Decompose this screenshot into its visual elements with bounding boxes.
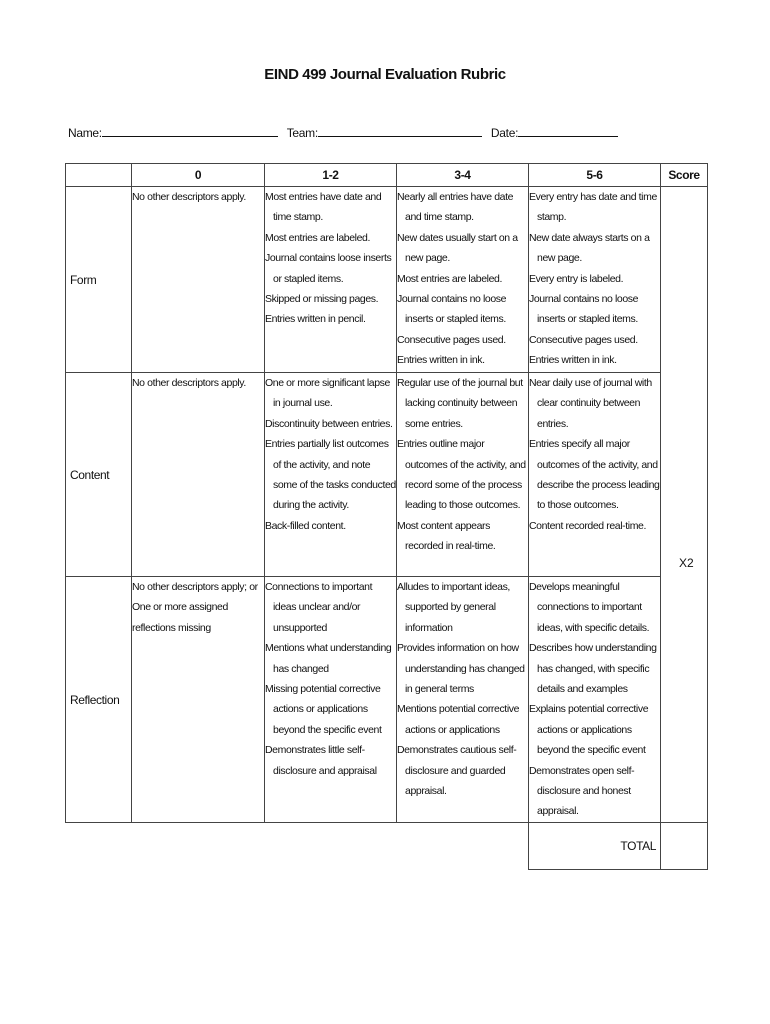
header-5-6: 5-6 [529,164,661,187]
name-label: Name: [68,126,102,140]
descriptor: Journal contains loose inserts or stapled items. [265,252,392,285]
descriptor: Consecutive pages used. [529,333,638,346]
header-fields [68,124,624,140]
descriptor: Near daily use of journal with clear continuity between entries. [529,377,652,430]
descriptor: Most content appears recorded in real-time. [397,519,496,553]
descriptor: Demonstrates cautious self-disclosure and guarded appraisal. [397,744,517,798]
descriptor: Alludes to important ideas, supported by general information [397,581,510,634]
reflection-c34 [397,577,529,823]
reflection-c56 [529,577,661,823]
row-label-form: Form [66,187,132,373]
descriptor: Content recorded real-time. [529,519,647,532]
team-blank [318,124,482,137]
page-title: EIND 499 Journal Evaluation Rubric [264,66,506,83]
descriptor: Mentions what understanding has changed [265,642,392,675]
descriptor: Most entries have date and time stamp. [265,191,382,224]
descriptor: Regular use of the journal but lacking continuity between some entries. [397,377,523,430]
total-label: TOTAL [529,823,661,870]
content-c0 [132,373,265,577]
descriptor: Entries specify all major outcomes of the activity, and describe the process leading to those outcomes. [529,438,660,512]
descriptor: New dates usually start on a new page. [397,231,518,265]
descriptor: Entries written in ink. [397,354,485,367]
descriptor: Demonstrates open self-disclosure and honest appraisal. [529,764,635,818]
row-form [66,187,708,373]
descriptor: Most entries are labeled. [397,272,502,285]
form-c56 [529,187,661,373]
row-label-content: Content [66,373,132,577]
descriptor: Entries outline major outcomes of the activity, and record some of the process leading to those outcomes. [397,438,526,512]
descriptor: Most entries are labeled. [265,231,370,244]
descriptor: Skipped or missing pages. [265,293,379,306]
total-score-cell [661,823,708,870]
descriptor: Connections to important ideas unclear and/or unsupported [265,581,373,634]
team-label: Team: [286,126,318,140]
score-cell [661,187,708,823]
descriptor: Describes how understanding has changed, with specific details and examples [529,642,657,696]
descriptor: Mentions potential corrective actions or applications [397,703,520,736]
total-spacer [66,823,529,870]
header-score: Score [661,164,708,187]
descriptor: No other descriptors apply. [132,377,246,389]
header-empty [66,164,132,187]
descriptor: Journal contains no loose inserts or stapled items. [397,293,507,326]
header-3-4: 3-4 [397,164,529,187]
form-c0 [132,187,265,373]
descriptor: Explains potential corrective actions or applications beyond the specific event [529,703,649,757]
descriptor: Every entry has date and time stamp. [529,191,657,224]
descriptor: Back-filled content. [265,519,346,532]
header-1-2: 1-2 [265,164,397,187]
descriptor: Demonstrates little self-disclosure and appraisal [265,744,377,777]
descriptor: Entries partially list outcomes of the activity, and note some of the tasks conducted during the activity. [265,438,396,512]
content-multiplier: X2 [679,556,694,570]
form-c12 [265,187,397,373]
descriptor: New date always starts on a new page. [529,231,650,265]
descriptor: Provides information on how understanding has changed in general terms [397,642,525,696]
descriptor: Journal contains no loose inserts or stapled items. [529,293,639,326]
descriptor: No other descriptors apply. [132,191,246,203]
row-content [66,373,708,577]
total-row [66,823,708,870]
name-blank [102,124,278,137]
descriptor: Discontinuity between entries. [265,417,393,430]
row-label-reflection: Reflection [66,577,132,823]
reflection-c12 [265,577,397,823]
reflection-c0 [132,577,265,823]
header-row [66,164,708,187]
descriptor: Develops meaningful connections to important ideas, with specific details. [529,581,650,634]
date-blank [518,124,618,137]
descriptor: One or more significant lapse in journal use. [265,377,390,410]
descriptor: Every entry is labeled. [529,272,624,285]
row-reflection [66,577,708,823]
form-c34 [397,187,529,373]
descriptor: Missing potential corrective actions or applications beyond the specific event [265,683,382,736]
content-c12 [265,373,397,577]
descriptor: No other descriptors apply; or One or more assigned reflections missing [132,581,258,634]
descriptor: Nearly all entries have date and time stamp. [397,191,514,224]
content-c56 [529,373,661,577]
descriptor: Consecutive pages used. [397,333,506,346]
descriptor: Entries written in ink. [529,354,617,367]
content-c34 [397,373,529,577]
descriptor: Entries written in pencil. [265,313,366,326]
header-0: 0 [132,164,265,187]
date-label: Date: [490,126,519,140]
rubric-table [65,163,708,870]
